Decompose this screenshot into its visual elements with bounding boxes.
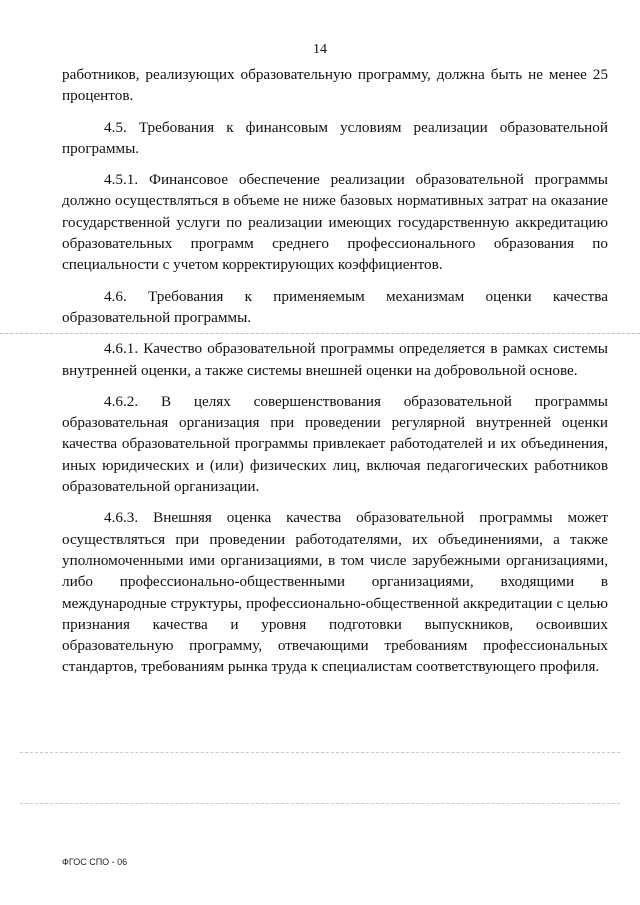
paragraph-4-6-3: 4.6.3. Внешняя оценка качества образовательной программы может осуществляться при проведении работодателями, их объединениями, а также уполномоченными ими организациями, в том числе зарубежными организациями, либо профессионально-общественными организациями, входящими в международные структуры, профессионально-общественной аккредитации с целью признания качества и уровня подготовки выпускников, освоивших образовательную программу, отвечающими требованиям профессиональных стандартов, требованиям рынка труда к специалистам соответствующего профиля. xyxy=(62,509,608,676)
scan-artifact-line xyxy=(0,333,640,334)
paragraph-4-6-2: 4.6.2. В целях совершенствования образовательной программы образовательная организация при проведении регулярной внутренней оценки качества образовательной программы привлекает работодателей и их объединения, иных юридических и (или) физических лиц, включая педагогических работников образовательной организации. xyxy=(62,392,608,496)
scan-artifact-line xyxy=(20,803,620,804)
paragraph-continuation: работников, реализующих образовательную программу, должна быть не менее 25 процентов. xyxy=(62,66,608,105)
document-body xyxy=(62,64,608,688)
paragraph-4-5: 4.5. Требования к финансовым условиям реализации образовательной программы. xyxy=(62,118,608,157)
page-number: 14 xyxy=(313,42,327,57)
paragraph-4-6: 4.6. Требования к применяемым механизмам оценки качества образовательной программы. xyxy=(62,287,608,326)
document-footer: ФГОС СПО - 06 xyxy=(62,857,128,867)
scan-artifact-line xyxy=(20,752,620,753)
paragraph-4-6-1: 4.6.1. Качество образовательной программы определяется в рамках системы внутренней оценки, а также системы внешней оценки на добровольной основе. xyxy=(62,340,608,379)
paragraph-4-5-1: 4.5.1. Финансовое обеспечение реализации образовательной программы должно осуществляться в объеме не ниже базовых нормативных затрат на оказание государственной услуги по реализации имеющих государственную аккредитацию образовательных программ среднего профессионального образования по специальности с учетом корректирующих коэффициентов. xyxy=(62,171,608,274)
